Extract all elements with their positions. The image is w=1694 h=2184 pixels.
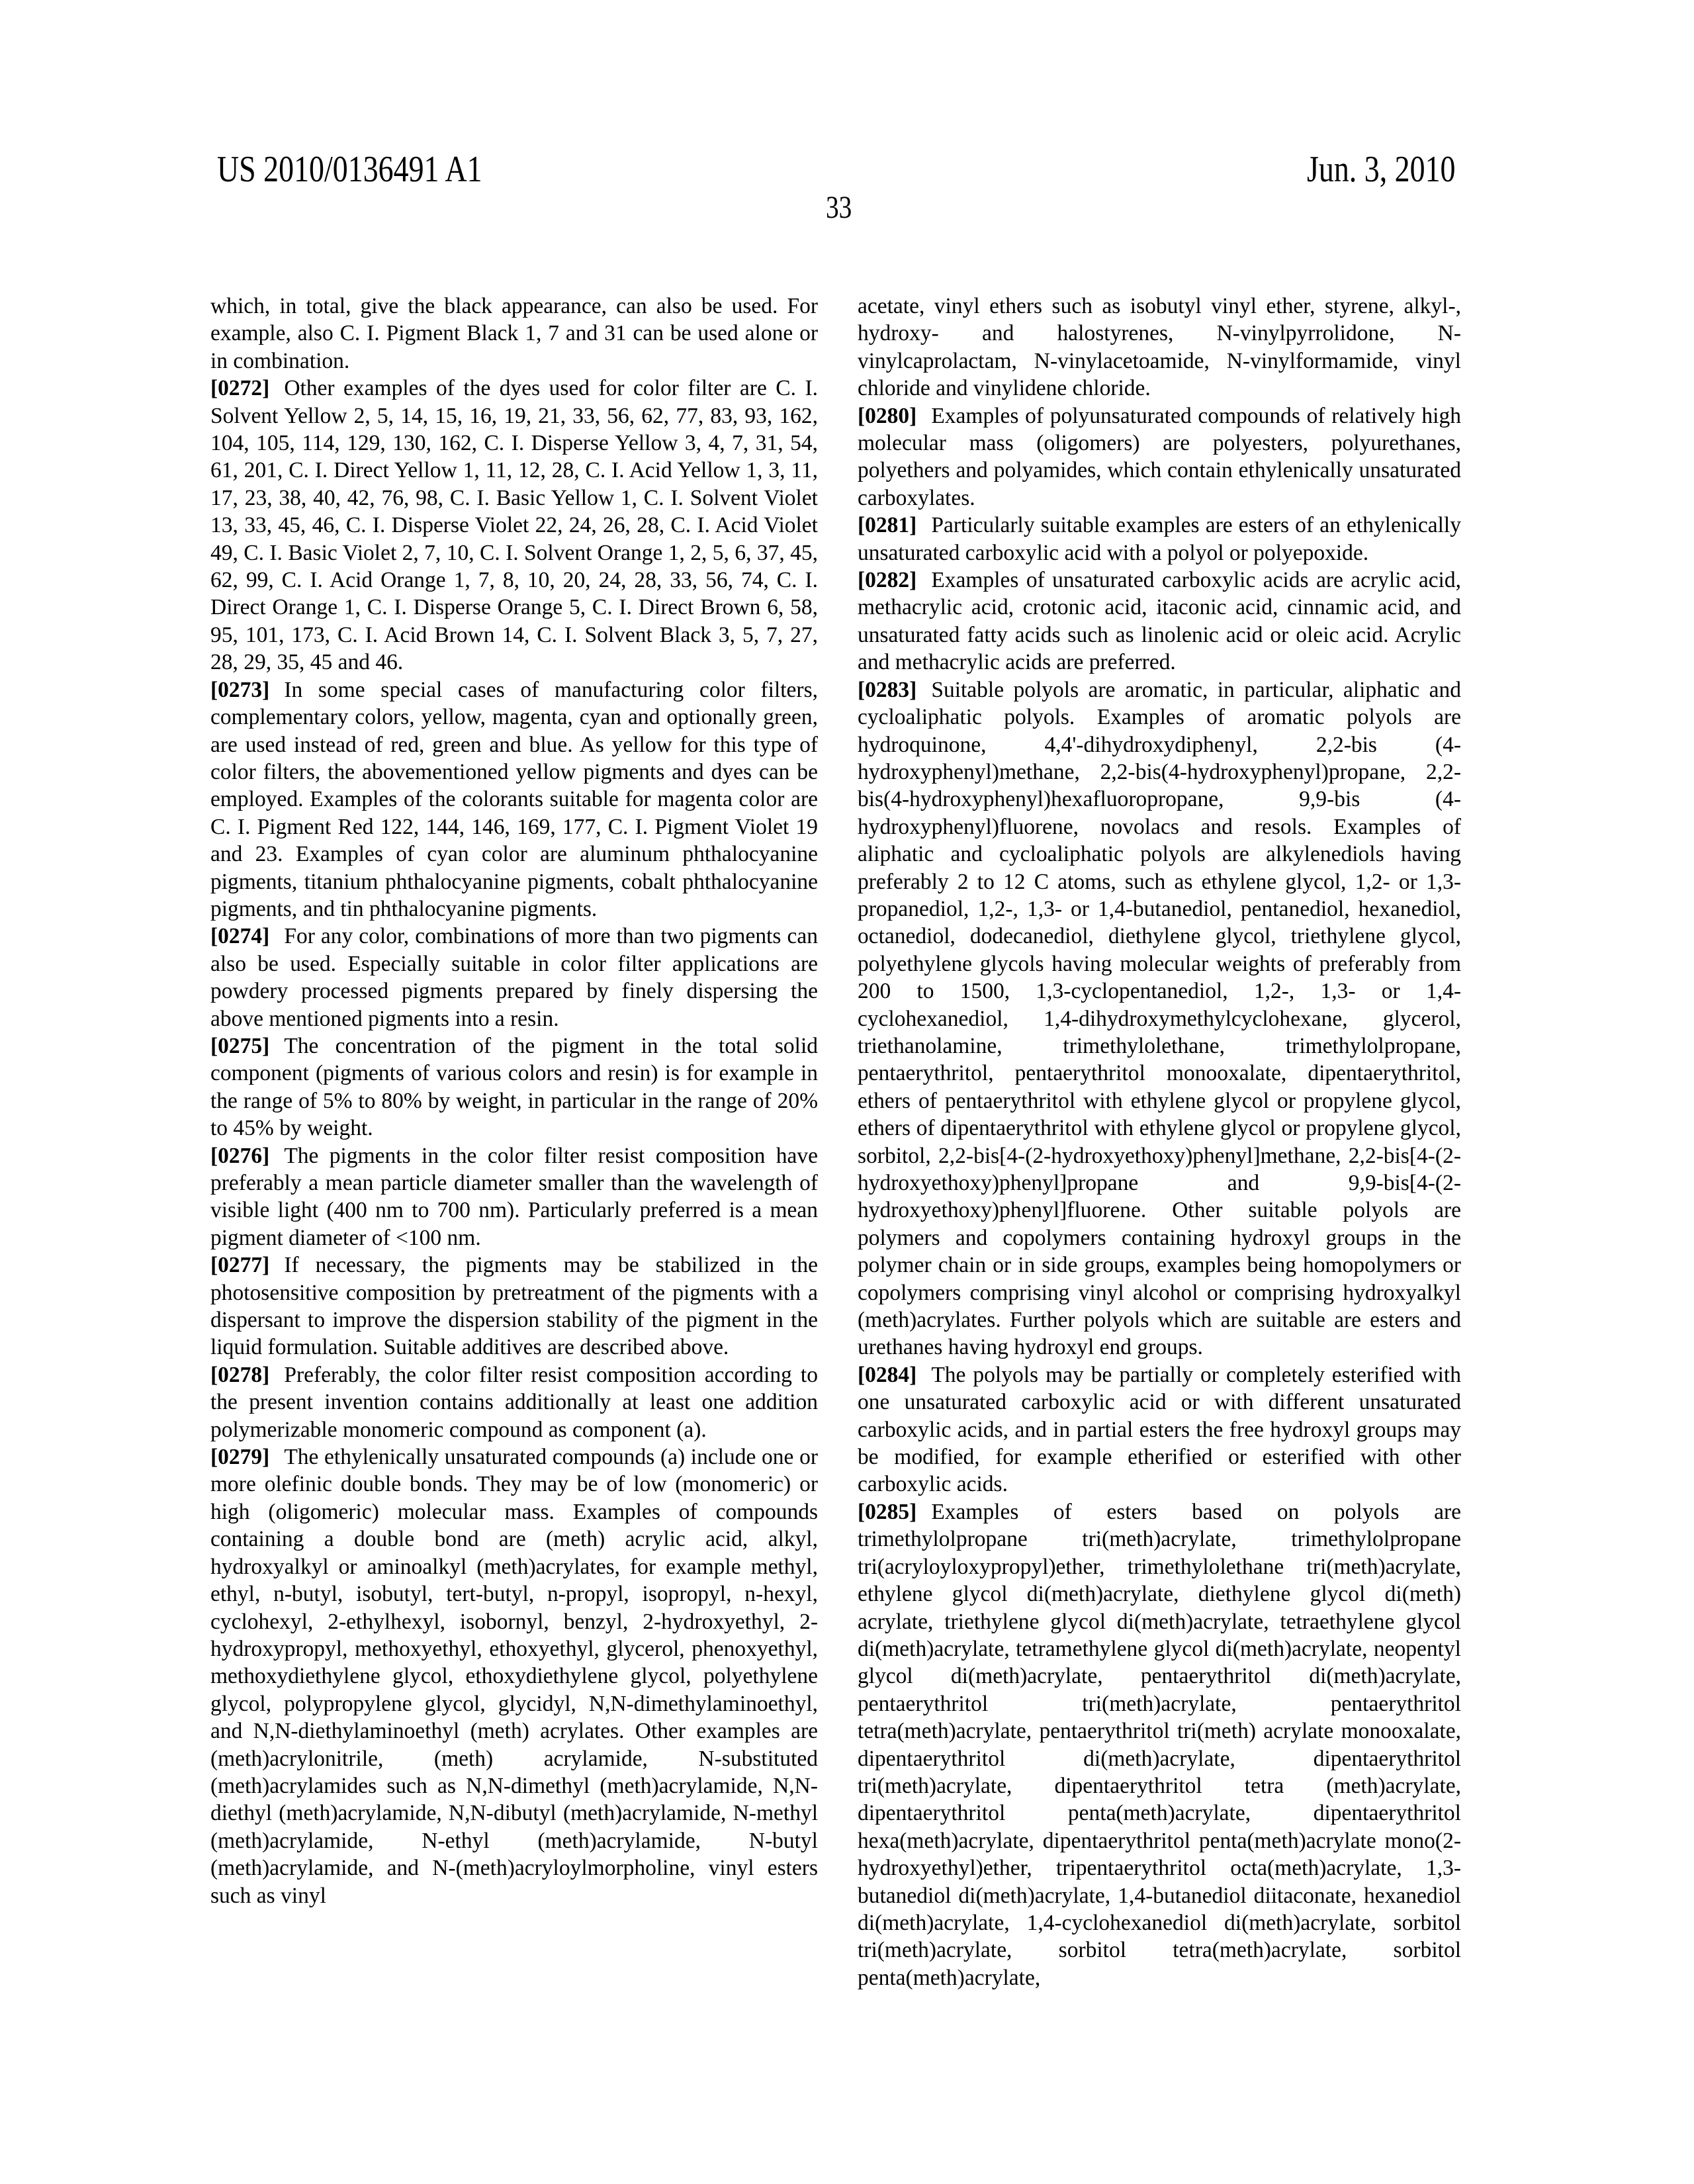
paragraph-0276 <box>210 1142 818 1252</box>
right-column <box>858 293 1461 1991</box>
publication-date: Jun. 3, 2010 <box>1307 149 1456 190</box>
paragraph-text: If necessary, the pigments may be stabilized in the photosensitive composition by pretreatment of the pigments with a dispersant to improve the dispersion stability of the pigment in the liquid formulation. Suitable additives are described above. <box>210 1253 818 1360</box>
paragraph-number: [0277] <box>210 1253 270 1278</box>
paragraph-0280 <box>858 402 1461 512</box>
paragraph-text: The ethylenically unsaturated compounds (a) include one or more olefinic double bonds. They may be of low (monomeric) or high (oligomeric) molecular mass. Examples of compounds containing a double bond are (meth) acrylic acid, alkyl, hydroxyalkyl or aminoalkyl (meth)acrylates, for example methyl, ethyl, n-butyl, isobutyl, tert-butyl, n-propyl, isopropyl, n-hexyl, cyclohexyl, 2-ethylhexyl, isobornyl, benzyl, 2-hydroxyethyl, 2-hydroxypropyl, methoxyethyl, ethoxyethyl, glycerol, phenoxyethyl, methoxydiethylene glycol, ethoxydiethylene glycol, polyethylene glycol, polypropylene glycol, glycidyl, N,N-dimethylaminoethyl, and N,N-diethylaminoethyl (meth) acrylates. Other examples are (meth)acrylonitrile, (meth) acrylamide, N-substituted (meth)acrylamides such as N,N-dimethyl (meth)acrylamide, N,N-diethyl (meth)acrylamide, N,N-dibutyl (meth)acrylamide, N-methyl (meth)acrylamide, N-ethyl (meth)acrylamide, N-butyl (meth)acrylamide, and N-(meth)acryloylmorpholine, vinyl esters such as vinyl <box>210 1445 818 1908</box>
paragraph-number: [0273] <box>210 677 270 702</box>
paragraph-number: [0272] <box>210 376 270 401</box>
paragraph-0277 <box>210 1251 818 1361</box>
paragraph-0273 <box>210 676 818 923</box>
paragraph-continuation <box>858 293 1461 402</box>
paragraph-text: Particularly suitable examples are esters of an ethylenically unsaturated carboxylic acid with a polyol or polyepoxide. <box>858 513 1461 565</box>
paragraph-text: Preferably, the color filter resist composition according to the present invention contains additionally at least one addition polymerizable monomeric compound as component (a). <box>210 1362 818 1442</box>
page-number: 33 <box>826 190 852 225</box>
paragraph-0285 <box>858 1498 1461 1991</box>
paragraph-0274 <box>210 923 818 1032</box>
publication-number: US 2010/0136491 A1 <box>217 149 482 190</box>
paragraph-0283 <box>858 676 1461 1361</box>
paragraph-text: For any color, combinations of more than two pigments can also be used. Especially suitable in color filter applications are powdery processed pigments prepared by finely dispersing the above mentioned pigments into a resin. <box>210 924 818 1031</box>
paragraph-text: Suitable polyols are aromatic, in particular, aliphatic and cycloaliphatic polyols. Examples of aromatic polyols are hydroquinone, 4,4'-dihydroxydiphenyl, 2,2-bis (4-hydroxyphenyl)methane, 2,2-bis(4-hydroxyphenyl)propane, 2,2-bis(4-hydroxyphenyl)hexafluoropropane, 9,9-bis (4-hydroxyphenyl)fluorene, novolacs and resols. Examples of aliphatic and cycloaliphatic polyols are alkylenediols having preferably 2 to 12 C atoms, such as ethylene glycol, 1,2- or 1,3-propanediol, 1,2-, 1,3- or 1,4-butanediol, pentanediol, hexanediol, octanediol, dodecanediol, diethylene glycol, triethylene glycol, polyethylene glycols having molecular weights of preferably from 200 to 1500, 1,3-cyclopentanediol, 1,2-, 1,3- or 1,4-cyclohexanediol, 1,4-dihydroxymethylcyclohexane, glycerol, triethanolamine, trimethylolethane, trimethylolpropane, pentaerythritol, pentaerythritol monooxalate, dipentaerythritol, ethers of pentaerythritol with ethylene glycol or propylene glycol, ethers of dipentaerythritol with ethylene glycol or propylene glycol, sorbitol, 2,2-bis[4-(2-hydroxyethoxy)phenyl]methane, 2,2-bis[4-(2-hydroxyethoxy)phenyl]propane and 9,9-bis[4-(2-hydroxyethoxy)phenyl]fluorene. Other suitable polyols are polymers and copolymers containing hydroxyl groups in the polymer chain or in side groups, examples being homopolymers or copolymers comprising vinyl alcohol or comprising hydroxyalkyl (meth)acrylates. Further polyols which are suitable are esters and urethanes having hydroxyl end groups. <box>858 677 1461 1360</box>
paragraph-text: Examples of polyunsaturated compounds of relatively high molecular mass (oligomers) are polyesters, polyurethanes, polyethers and polyamides, which contain ethylenically unsaturated carboxylates. <box>858 403 1461 510</box>
paragraph-0282 <box>858 567 1461 676</box>
paragraph-text: The pigments in the color filter resist composition have preferably a mean particle diameter smaller than the wavelength of visible light (400 nm to 700 nm). Particularly preferred is a mean pigment diameter of <100 nm. <box>210 1143 818 1250</box>
paragraph-number: [0282] <box>858 568 917 593</box>
paragraph-number: [0274] <box>210 924 270 949</box>
paragraph-text: which, in total, give the black appearance, can also be used. For example, also C. I. Pigment Black 1, 7 and 31 can be used alone or in combination. <box>210 294 818 373</box>
paragraph-number: [0285] <box>858 1499 917 1524</box>
paragraph-text: The concentration of the pigment in the total solid component (pigments of various colors and resin) is for example in the range of 5% to 80% by weight, in particular in the range of 20% to 45% by weight. <box>210 1033 818 1141</box>
paragraph-0275 <box>210 1032 818 1142</box>
paragraph-number: [0276] <box>210 1143 270 1168</box>
paragraph-text: In some special cases of manufacturing color filters, complementary colors, yellow, magenta, cyan and optionally green, are used instead of red, green and blue. As yellow for this type of color filters, the abovementioned yellow pigments and dyes can be employed. Examples of the colorants suitable for magenta color are C. I. Pigment Red 122, 144, 146, 169, 177, C. I. Pigment Violet 19 and 23. Examples of cyan color are aluminum phthalocyanine pigments, titanium phthalocyanine pigments, cobalt phthalocyanine pigments, and tin phthalocyanine pigments. <box>210 677 818 921</box>
paragraph-number: [0281] <box>858 513 917 538</box>
paragraph-number: [0280] <box>858 403 917 428</box>
paragraph-number: [0278] <box>210 1362 270 1387</box>
paragraph-0279 <box>210 1443 818 1909</box>
paragraph-number: [0284] <box>858 1362 917 1387</box>
paragraph-text: The polyols may be partially or completely esterified with one unsaturated carboxylic acid or with different unsaturated carboxylic acids, and in partial esters the free hydroxyl groups may be modified, for example etherified or esterified with other carboxylic acids. <box>858 1362 1461 1497</box>
paragraph-0278 <box>210 1361 818 1443</box>
paragraph-continuation <box>210 293 818 375</box>
paragraph-text: Other examples of the dyes used for color filter are C. I. Solvent Yellow 2, 5, 14, 15, 16, 19, 21, 33, 56, 62, 77, 83, 93, 162, 104, 105, 114, 129, 130, 162, C. I. Disperse Yellow 3, 4, 7, 31, 54, 61, 201, C. I. Direct Yellow 1, 11, 12, 28, C. I. Acid Yellow 1, 3, 11, 17, 23, 38, 40, 42, 76, 98, C. I. Basic Yellow 1, C. I. Solvent Violet 13, 33, 45, 46, C. I. Disperse Violet 22, 24, 26, 28, C. I. Acid Violet 49, C. I. Basic Violet 2, 7, 10, C. I. Solvent Orange 1, 2, 5, 6, 37, 45, 62, 99, C. I. Acid Orange 1, 7, 8, 10, 20, 24, 28, 33, 56, 74, C. I. Direct Orange 1, C. I. Disperse Orange 5, C. I. Direct Brown 6, 58, 95, 101, 173, C. I. Acid Brown 14, C. I. Solvent Black 3, 5, 7, 27, 28, 29, 35, 45 and 46. <box>210 376 818 675</box>
paragraph-number: [0279] <box>210 1445 270 1470</box>
paragraph-number: [0275] <box>210 1033 270 1058</box>
paragraph-text: acetate, vinyl ethers such as isobutyl vinyl ether, styrene, alkyl-, hydroxy- and halostyrenes, N-vinylpyrrolidone, N-vinylcaprolactam, N-vinylacetoamide, N-vinylformamide, vinyl chloride and vinylidene chloride. <box>858 294 1461 401</box>
left-column <box>210 293 818 1909</box>
paragraph-0284 <box>858 1361 1461 1498</box>
paragraph-0281 <box>858 512 1461 567</box>
paragraph-text: Examples of esters based on polyols are trimethylolpropane tri(meth)acrylate, trimethylolpropane tri(acryloyloxypropyl)ether, trimethylolethane tri(meth)acrylate, ethylene glycol di(meth)acrylate, diethylene glycol di(meth) acrylate, triethylene glycol di(meth)acrylate, tetraethylene glycol di(meth)acrylate, tetramethylene glycol di(meth)acrylate, neopentyl glycol di(meth)acrylate, pentaerythritol di(meth)acrylate, pentaerythritol tri(meth)acrylate, pentaerythritol tetra(meth)acrylate, pentaerythritol tri(meth) acrylate monooxalate, dipentaerythritol di(meth)acrylate, dipentaerythritol tri(meth)acrylate, dipentaerythritol tetra (meth)acrylate, dipentaerythritol penta(meth)acrylate, dipentaerythritol hexa(meth)acrylate, dipentaerythritol penta(meth)acrylate mono(2-hydroxyethyl)ether, tripentaerythritol octa(meth)acrylate, 1,3-butanediol di(meth)acrylate, 1,4-butanediol diitaconate, hexanediol di(meth)acrylate, 1,4-cyclohexanediol di(meth)acrylate, sorbitol tri(meth)acrylate, sorbitol tetra(meth)acrylate, sorbitol penta(meth)acrylate, <box>858 1499 1461 1990</box>
paragraph-text: Examples of unsaturated carboxylic acids are acrylic acid, methacrylic acid, crotonic acid, itaconic acid, cinnamic acid, and unsaturated fatty acids such as linolenic acid or oleic acid. Acrylic and methacrylic acids are preferred. <box>858 568 1461 675</box>
paragraph-0272 <box>210 375 818 676</box>
paragraph-number: [0283] <box>858 677 917 702</box>
